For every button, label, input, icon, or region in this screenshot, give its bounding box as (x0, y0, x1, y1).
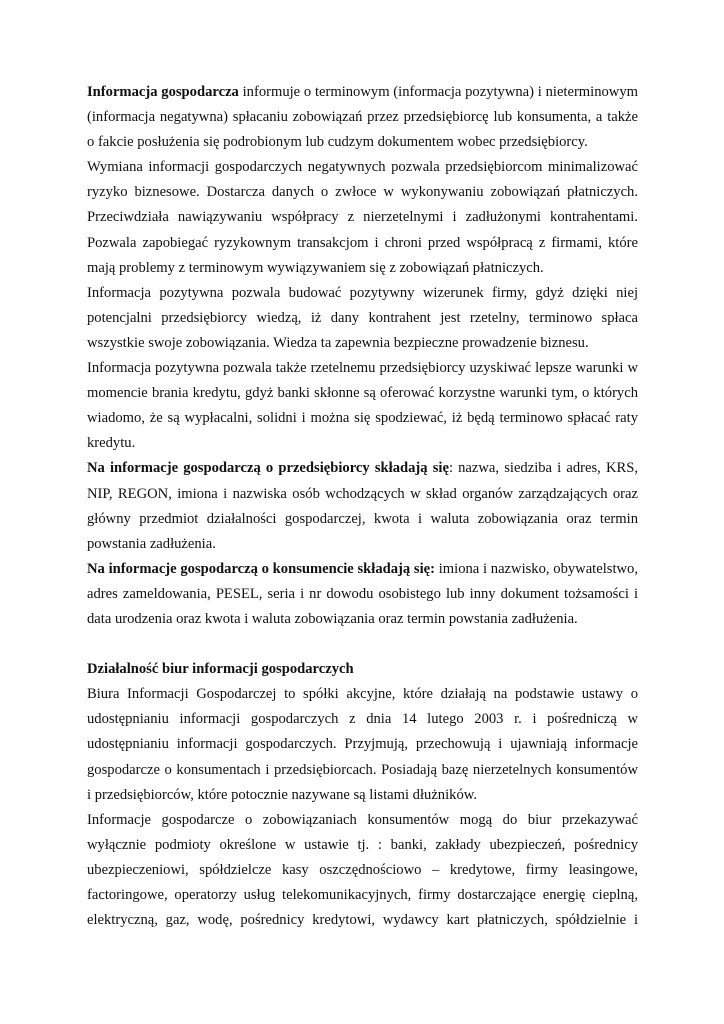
document-page (87, 80, 638, 933)
section-spacer (87, 632, 638, 657)
consumer-data-label: Na informacje gospodarczą o konsumencie składają się: (87, 560, 436, 577)
paragraph-credit-benefits: Informacja pozytywna pozwala także rzetelnemu przedsiębiorcy uzyskiwać lepsze warunki w momencie brania kredytu, gdyż banki skłonne są oferować korzystne warunki tym, o których wiadomo, że są wypłacalni, solidni i można się spodziewać, iż będą terminowo spłacać raty kredytu. (87, 360, 638, 452)
paragraph-definition (87, 80, 638, 155)
paragraph-entrepreneur-data (87, 456, 638, 556)
entrepreneur-data-label: Na informacje gospodarczą o przedsiębiorcy składają się (87, 460, 449, 477)
paragraph-negative-info: Wymiana informacji gospodarczych negatywnych pozwala przedsiębiorcom minimalizować ryzyko biznesowe. Dostarcza danych o zwłoce w wykonywaniu zobowiązań płatniczych. Przeciwdziała nawiązywaniu współpracy z nierzetelnymi i zadłużonymi kontrahentami. Pozwala zapobiegać ryzykownym transakcjom i chroni przed współpracą z firmami, które mają problemy z terminowym wywiązywaniem się z zobowiązań płatniczych. (87, 159, 638, 276)
consumer-data-text: imiona i nazwisko, obywatelstwo, adres zameldowania, PESEL, seria i nr dowodu osobistego lub inny dokument tożsamości i data urodzenia oraz kwota i waluta zobowiązania oraz termin powstania zadłużenia. (87, 560, 638, 627)
entrepreneur-data-text: : nazwa, siedziba i adres, KRS, NIP, REGON, imiona i nazwiska osób wchodzących w skład organów zarządzających oraz główny przedmiot działalności gospodarczej, kwota i waluta zobowiązania oraz termin powstania zadłużenia. (87, 460, 638, 552)
paragraph-positive-info: Informacja pozytywna pozwala budować pozytywny wizerunek firmy, gdyż dzięki niej potencjalni przedsiębiorcy wiedzą, iż dany kontrahent jest rzetelny, terminowo spłaca wszystkie swoje zobowiązania. Wiedza ta zapewnia bezpieczne prowadzenie biznesu. (87, 284, 638, 351)
section-heading: Działalność biur informacji gospodarczych (87, 661, 354, 678)
term-informacja-gospodarcza: Informacja gospodarcza (87, 84, 239, 100)
paragraph-definition-text: informuje o terminowym (informacja pozytywna) i nieterminowym (informacja negatywna) spłacaniu zobowiązań przez przedsiębiorcę lub konsumenta, a także o fakcie posłużenia się podrobionym lub cudzym dokumentem wobec przedsiębiorcy. (87, 84, 638, 151)
paragraph-bureau-description: Biura Informacji Gospodarczej to spółki akcyjne, które działają na podstawie ustawy o udostępnianiu informacji gospodarczych z dnia 14 lutego 2003 r. i pośredniczą w udostępnianiu informacji gospodarczych. Przyjmują, przechowują i ujawniają informacje gospodarcze o konsumentach i przedsiębiorcach. Posiadają bazę nierzetelnych konsumentów i przedsiębiorców, które potocznie nazywane są listami dłużników. (87, 686, 638, 803)
paragraph-reporting-entities: Informacje gospodarcze o zobowiązaniach konsumentów mogą do biur przekazywać wyłącznie podmioty określone w ustawie tj. : banki, zakłady ubezpieczeń, pośrednicy ubezpieczeniowi, spółdzielcze kasy oszczędnościowo – kredytowe, firmy leasingowe, factoringowe, operatorzy usług telekomunikacyjnych, firmy dostarczające energię cieplną, elektryczną, gaz, wodę, pośrednicy kredytowi, wydawcy kart płatniczych, spółdzielnie i (87, 811, 638, 929)
paragraph-consumer-data (87, 557, 638, 632)
